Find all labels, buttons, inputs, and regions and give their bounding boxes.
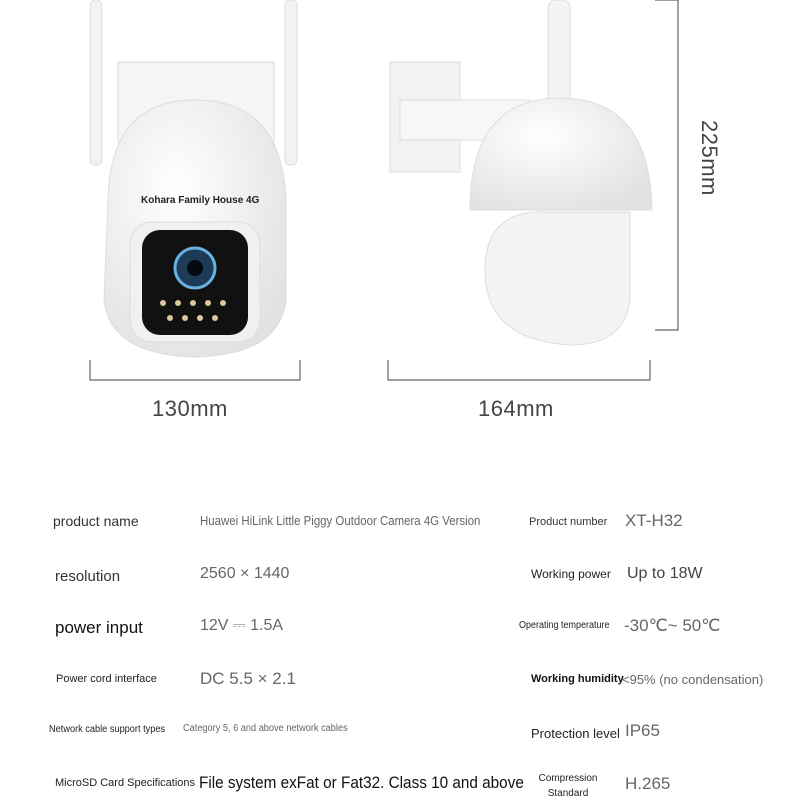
spec-value: Category 5, 6 and above network cables [183,723,348,734]
spec-value: -30℃~ 50℃ [624,616,721,635]
front-view [90,0,297,357]
spec-label: MicroSD Card Specifications [55,777,195,789]
spec-label: Power cord interface [56,673,157,685]
spec-label: product name [53,513,139,529]
spec-value: File system exFat or Fat32. Class 10 and above [199,773,524,792]
side-view [390,0,652,345]
spec-value: XT-H32 [625,511,683,530]
spec-value: 12V ⎓ 1.5A [200,617,284,634]
spec-value: IP65 [625,721,660,740]
spec-label: Compression Standard [538,773,598,799]
spec-label: resolution [55,568,121,585]
spec-value: Up to 18W [627,565,703,582]
spec-label: Operating temperature [519,620,610,631]
height-label: 225mm [697,120,722,196]
spec-value: Huawei HiLink Little Piggy Outdoor Camera 4G Version [200,513,481,528]
spec-label: power input [55,618,143,637]
spec-label: Working humidity [531,673,624,685]
spec-label: Network cable support types [49,724,166,735]
brand-label: Kohara Family House 4G [141,195,260,206]
spec-value: 2560 × 1440 [200,565,290,582]
spec-label: Working power [531,567,611,581]
spec-value: H.265 [625,774,671,793]
side-width-label: 164mm [478,396,554,421]
spec-value: DC 5.5 × 2.1 [200,669,296,688]
spec-label: Product number [529,516,608,528]
spec-value: <95% (no condensation) [622,672,764,687]
front-width-label: 130mm [152,396,228,421]
spec-label: Protection level [531,726,620,741]
